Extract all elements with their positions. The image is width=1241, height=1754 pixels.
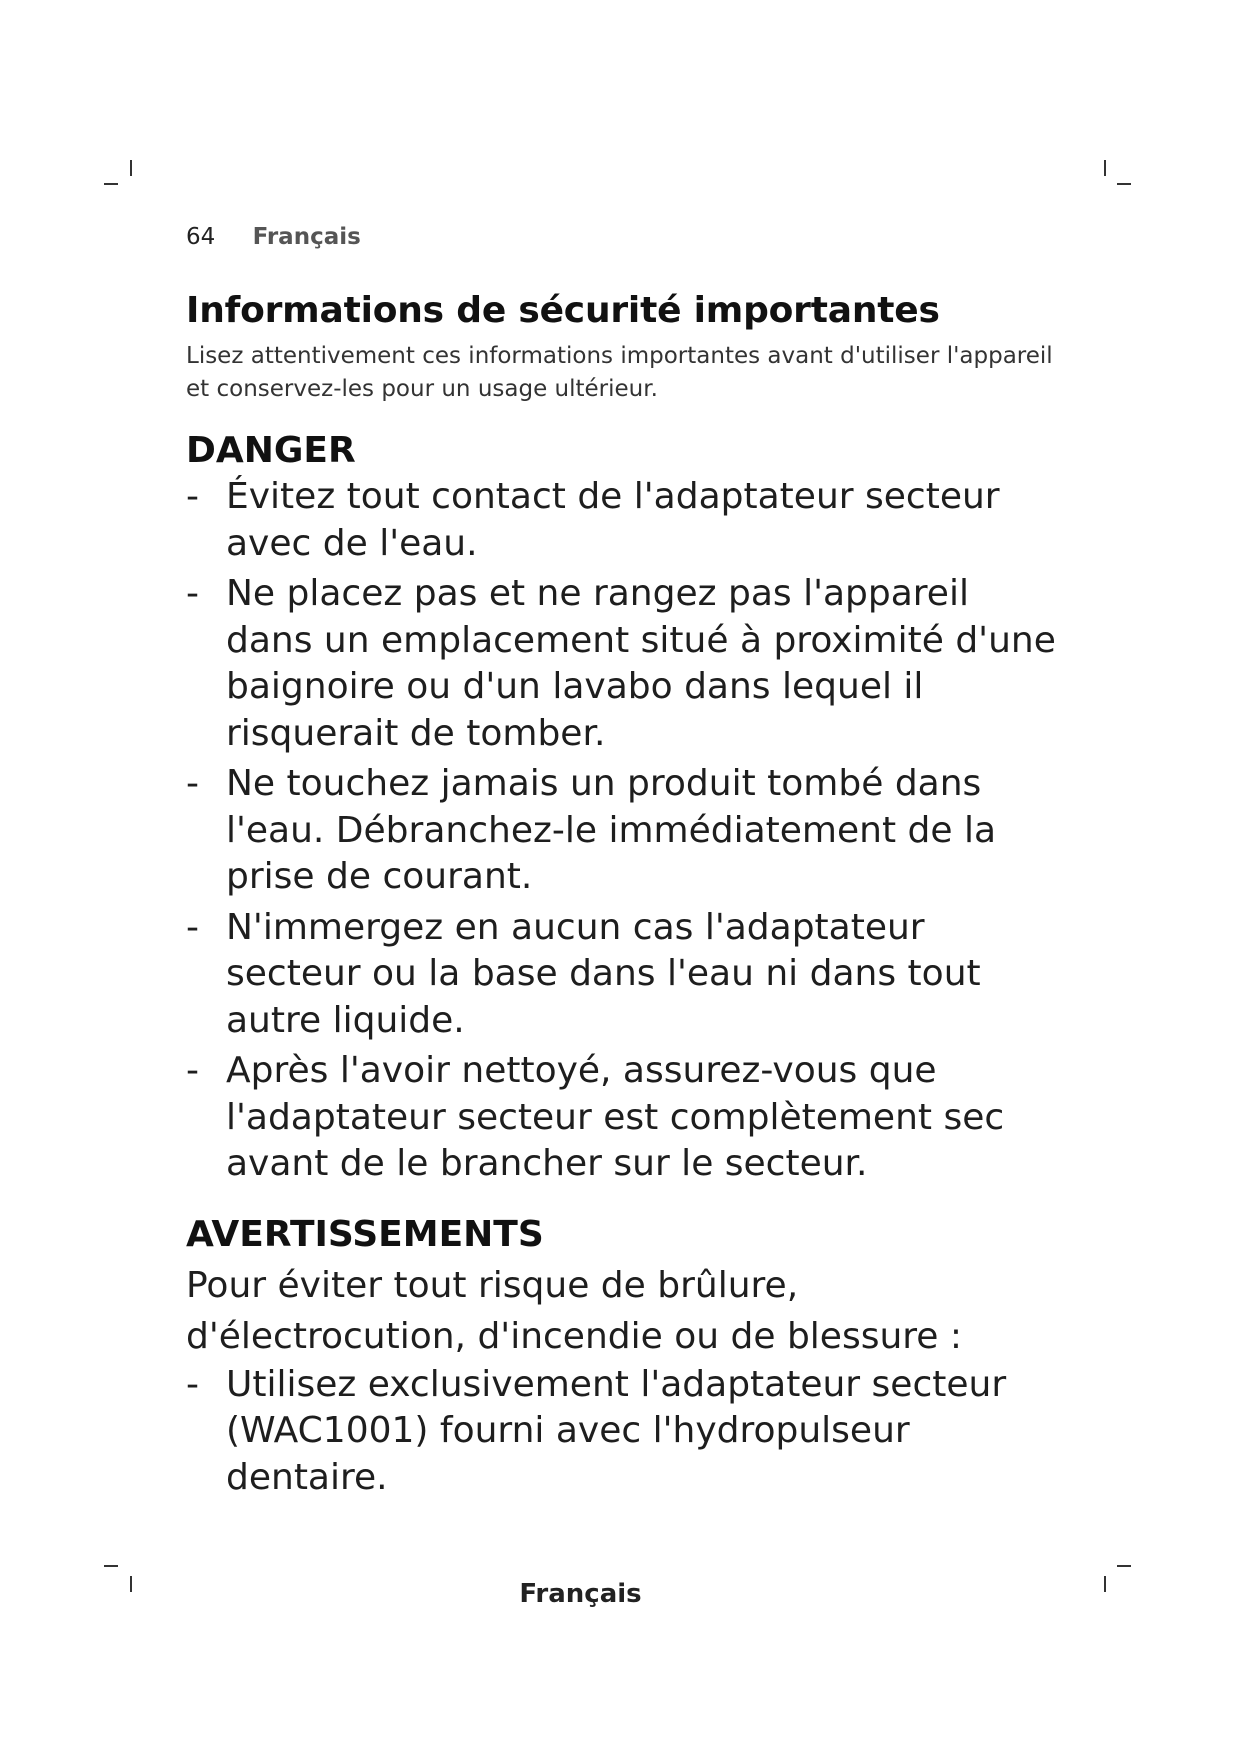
danger-heading: DANGER xyxy=(186,430,356,471)
list-item xyxy=(186,1048,1066,1188)
page-content xyxy=(186,284,1066,1505)
page-number: 64 xyxy=(186,224,216,250)
list-item xyxy=(186,474,1066,567)
list-item-text: Utilisez exclusivement l'adaptateur secteur (WAC1001) fourni avec l'hydropulseur dentaire. xyxy=(226,1363,1007,1498)
crop-mark xyxy=(1117,1565,1131,1567)
header-language: Français xyxy=(252,224,361,250)
list-item-text: Après l'avoir nettoyé, assurez-vous que l'adaptateur secteur est complètement sec avant de le brancher sur le secteur. xyxy=(226,1050,1005,1184)
list-item-text: Ne placez pas et ne rangez pas l'appareil dans un emplacement situé à proximité d'une baignoire ou d'un lavabo dans lequel il risquerait de tomber. xyxy=(226,573,1056,754)
list-item xyxy=(186,761,1066,901)
crop-mark xyxy=(130,160,132,176)
list-item-text: Évitez tout contact de l'adaptateur secteur avec de l'eau. xyxy=(226,476,1000,564)
list-dash: - xyxy=(186,1363,199,1405)
page-footer: Français xyxy=(519,1579,642,1609)
list-item-text: N'immergez en aucun cas l'adaptateur secteur ou la base dans l'eau ni dans tout autre liquide. xyxy=(226,906,981,1041)
list-dash: - xyxy=(186,763,199,804)
intro-text: Lisez attentivement ces informations importantes avant d'utiliser l'appareil et conservez-les pour un usage ultérieur. xyxy=(186,343,1053,402)
list-dash: - xyxy=(186,1050,199,1091)
danger-list xyxy=(186,474,1066,1188)
list-item xyxy=(186,571,1066,757)
page-title: Informations de sécurité importantes xyxy=(186,290,940,331)
warnings-intro: Pour éviter tout risque de brûlure, d'électrocution, d'incendie ou de blessure : xyxy=(186,1264,963,1357)
crop-mark xyxy=(104,1565,118,1567)
list-dash: - xyxy=(186,476,199,517)
warnings-heading: AVERTISSEMENTS xyxy=(186,1213,544,1255)
warnings-list xyxy=(186,1362,1066,1502)
list-item xyxy=(186,905,1066,1045)
list-item-text: Ne touchez jamais un produit tombé dans l'eau. Débranchez-le immédiatement de la prise de courant. xyxy=(226,763,997,897)
crop-mark xyxy=(104,183,118,185)
list-item xyxy=(186,1362,1066,1502)
page-header xyxy=(186,222,361,252)
list-dash: - xyxy=(186,573,199,614)
crop-mark xyxy=(1117,183,1131,185)
crop-mark xyxy=(1104,160,1106,176)
list-dash: - xyxy=(186,906,199,948)
